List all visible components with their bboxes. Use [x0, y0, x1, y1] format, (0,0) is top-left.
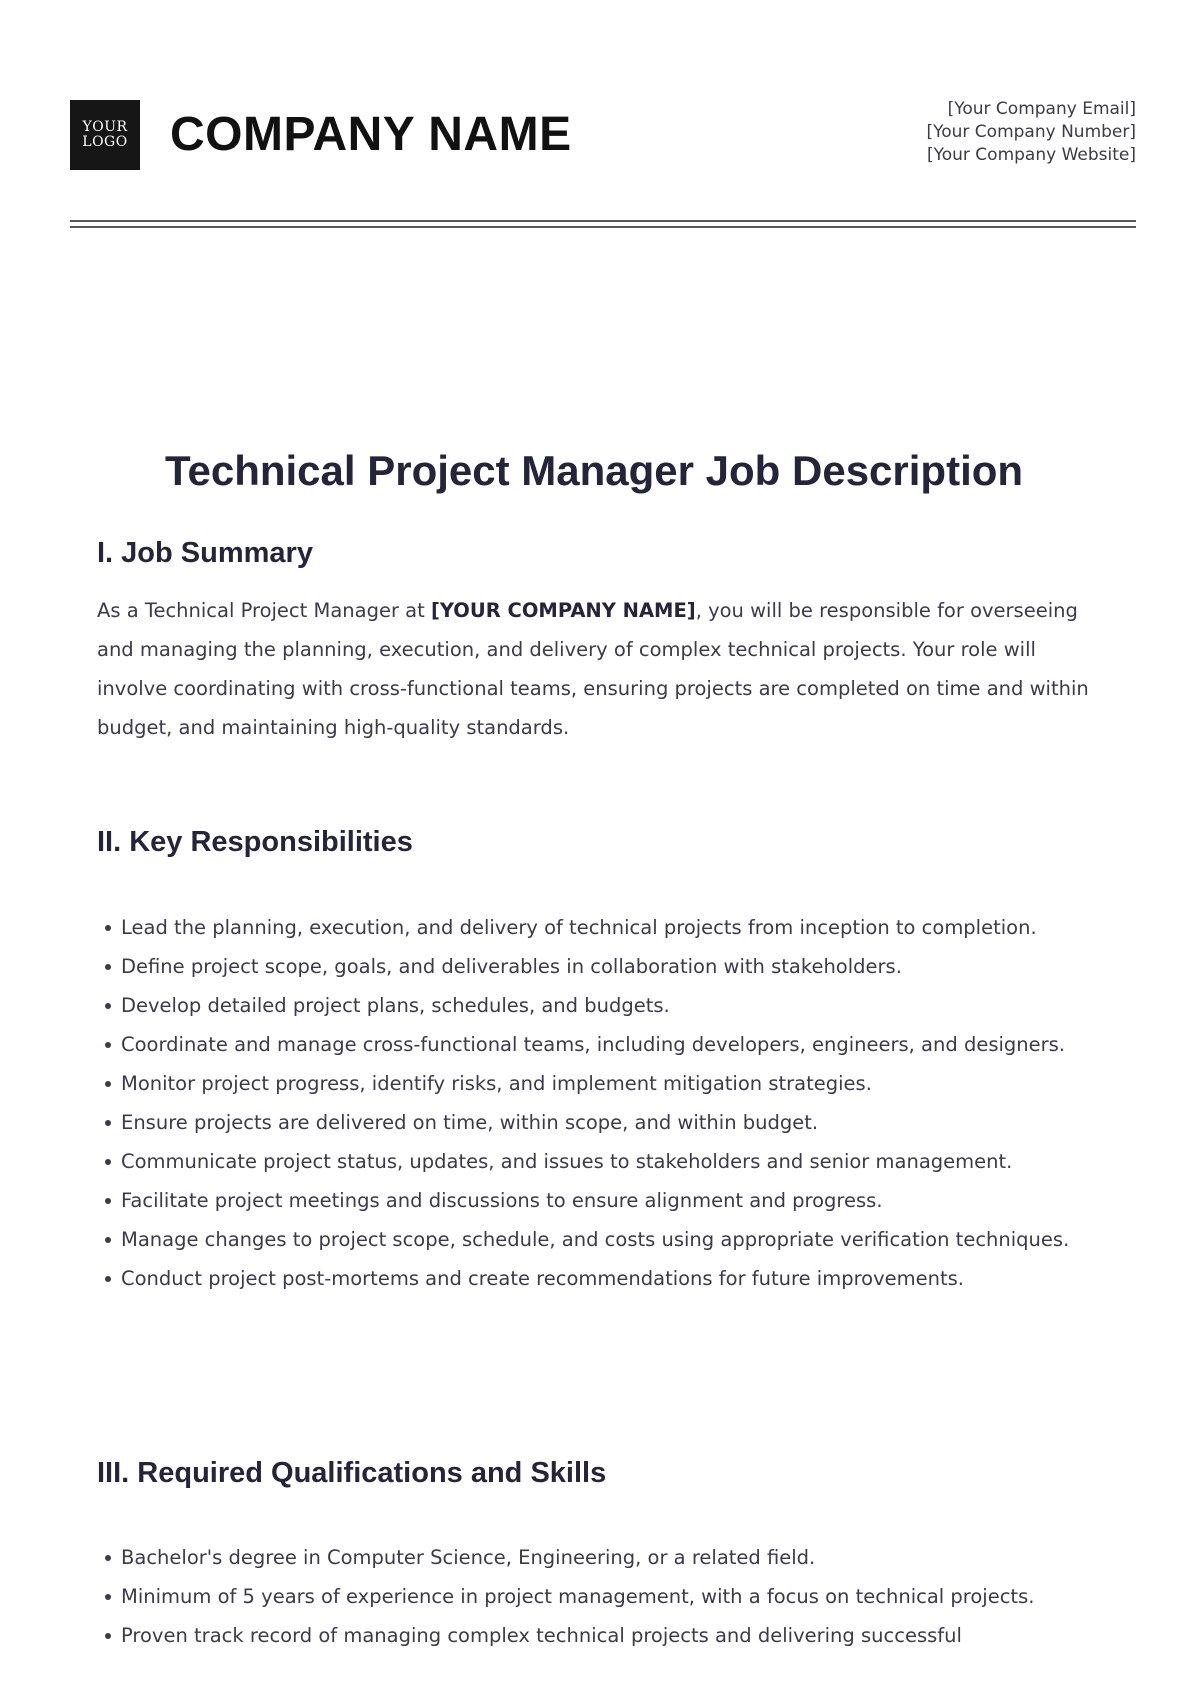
qualifications-list [97, 1538, 1102, 1655]
list-item: Bachelor's degree in Computer Science, Engineering, or a related field. [97, 1538, 1102, 1577]
job-summary-text-start: As a Technical Project Manager at [97, 599, 431, 622]
list-item: Facilitate project meetings and discussions to ensure alignment and progress. [97, 1181, 1102, 1220]
list-item: Conduct project post-mortems and create recommendations for future improvements. [97, 1259, 1102, 1298]
company-logo [70, 100, 140, 170]
list-item: Coordinate and manage cross-functional teams, including developers, engineers, and designers. [97, 1025, 1102, 1064]
company-contact-block [926, 98, 1136, 167]
list-item: Develop detailed project plans, schedules, and budgets. [97, 986, 1102, 1025]
letterhead [70, 100, 1136, 172]
logo-line-1: YOUR [82, 119, 128, 135]
company-email: [Your Company Email] [947, 99, 1136, 119]
header-divider-bottom [70, 226, 1136, 228]
section-heading-qualifications: III. Required Qualifications and Skills [97, 1457, 607, 1489]
job-summary-paragraph [97, 591, 1102, 747]
list-item: Proven track record of managing complex technical projects and delivering successful [97, 1616, 1102, 1655]
section-heading-key-responsibilities: II. Key Responsibilities [97, 826, 413, 858]
company-name-placeholder: [YOUR COMPANY NAME] [430, 599, 696, 622]
company-name: COMPANY NAME [170, 108, 572, 161]
job-summary-text-end: , you will be responsible for overseeing and managing the planning, execution, and delivery of complex technical projects. Your role will involve coordinating with cross-functional teams, ensuring projects are completed on time and within budget, and maintaining high-quality standards. [97, 599, 1089, 739]
document-title: Technical Project Manager Job Description [164, 447, 1024, 494]
list-item: Minimum of 5 years of experience in project management, with a focus on technical projects. [97, 1577, 1102, 1616]
company-website: [Your Company Website] [926, 145, 1136, 165]
list-item: Ensure projects are delivered on time, within scope, and within budget. [97, 1103, 1102, 1142]
logo-line-2: LOGO [82, 134, 128, 150]
list-item: Monitor project progress, identify risks, and implement mitigation strategies. [97, 1064, 1102, 1103]
section-heading-job-summary: I. Job Summary [97, 537, 313, 569]
responsibilities-list [97, 908, 1102, 1298]
header-divider-top [70, 220, 1136, 222]
company-number: [Your Company Number] [926, 122, 1136, 142]
list-item: Communicate project status, updates, and issues to stakeholders and senior management. [97, 1142, 1102, 1181]
list-item: Lead the planning, execution, and delivery of technical projects from inception to completion. [97, 908, 1102, 947]
list-item: Define project scope, goals, and deliverables in collaboration with stakeholders. [97, 947, 1102, 986]
list-item: Manage changes to project scope, schedule, and costs using appropriate verification techniques. [97, 1220, 1102, 1259]
